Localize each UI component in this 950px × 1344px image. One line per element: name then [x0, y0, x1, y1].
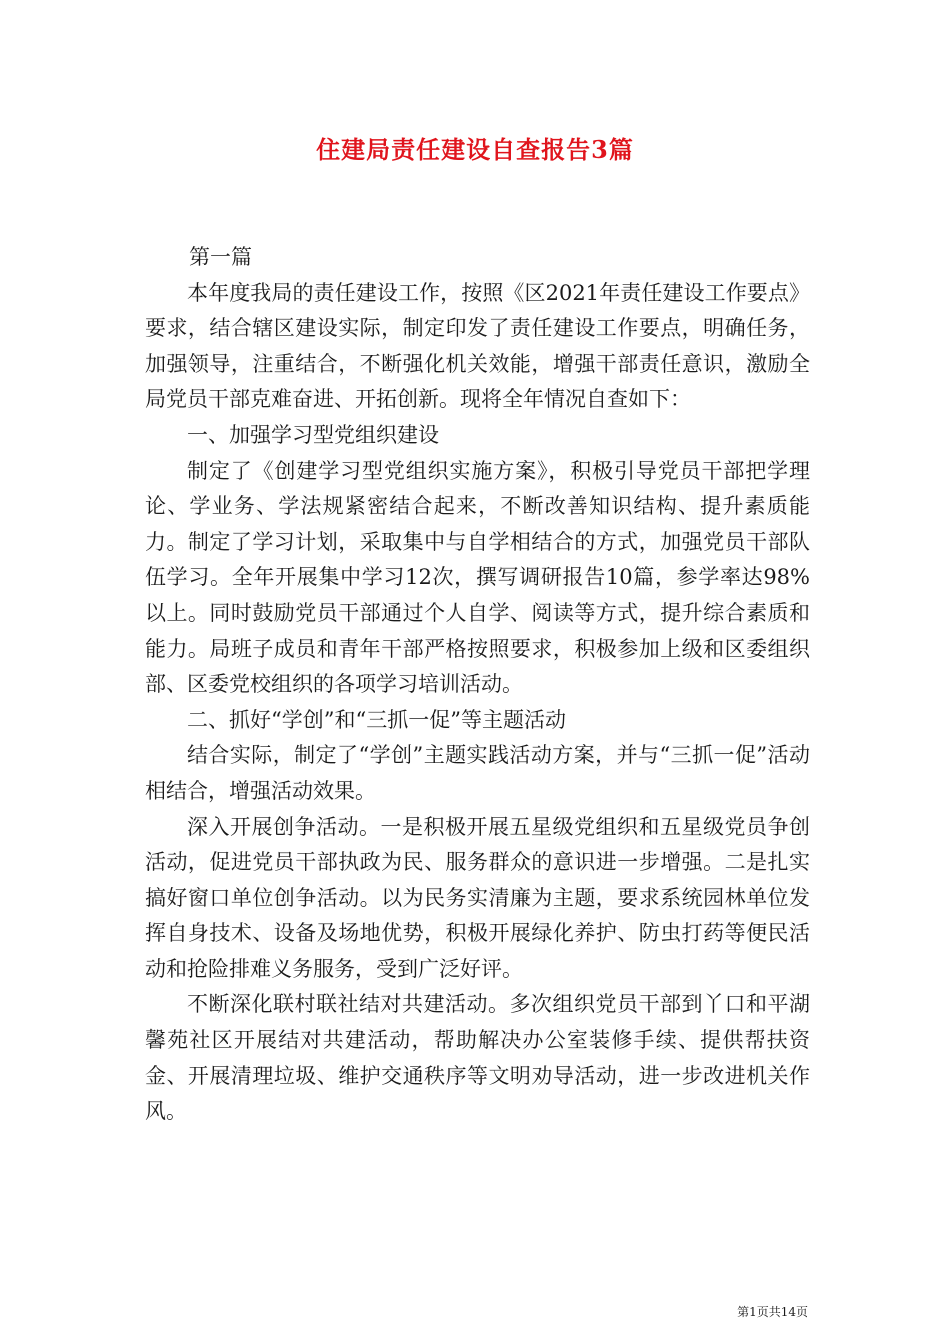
- page-number: 第1页共14页: [737, 1305, 808, 1319]
- paragraph-intro: 本年度我局的责任建设工作，按照《区2021年责任建设工作要点》要求，结合辖区建设实际，制定印发了责任建设工作要点，明确任务，加强领导，注重结合，不断强化机关效能，增强干部责任意识，激励全局党员干部克难奋进、开拓创新。现将全年情况自查如下：: [145, 280, 810, 412]
- paragraph-theme-activity: 结合实际，制定了“学创”主题实践活动方案，并与“三抓一促”活动相结合，增强活动效果。: [145, 743, 810, 803]
- paragraph-learning: 制定了《创建学习型党组织实施方案》，积极引导党员干部把学理论、学业务、学法规紧密结合起来，不断改善知识结构、提升素质能力。制定了学习计划，采取集中与自学相结合的方式，加强党员干部队伍学习。全年开展集中学习12次，撰写调研报告10篇，参学率达98%以上。同时鼓励党员干部通过个人自学、阅读等方式，提升综合素质和能力。局班子成员和青年干部严格按照要求，积极参加上级和区委组织部、区委党校组织的各项学习培训活动。: [145, 458, 810, 697]
- heading-section-1: 一、加强学习型党组织建设: [187, 422, 439, 447]
- paragraph-competition: 深入开展创争活动。一是积极开展五星级党组织和五星级党员争创活动，促进党员干部执政为民、服务群众的意识进一步增强。二是扎实搞好窗口单位创争活动。以为民务实清廉为主题，要求系统园林单位发挥自身技术、设备及场地优势，积极开展绿化养护、防虫打药等便民活动和抢险排难义务服务，受到广泛好评。: [145, 814, 810, 981]
- section-label: 第一篇: [189, 245, 252, 269]
- document-body: [145, 240, 810, 1130]
- paragraph-partnership: 不断深化联村联社结对共建活动。多次组织党员干部到丫口和平湖馨苑社区开展结对共建活动，帮助解决办公室装修手续、提供帮扶资金、开展清理垃圾、维护交通秩序等文明劝导活动，进一步改进机关作风。: [145, 992, 810, 1124]
- document-title: 住建局责任建设自查报告3篇: [316, 135, 634, 164]
- heading-section-2: 二、抓好“学创”和“三抓一促”等主题活动: [187, 707, 566, 732]
